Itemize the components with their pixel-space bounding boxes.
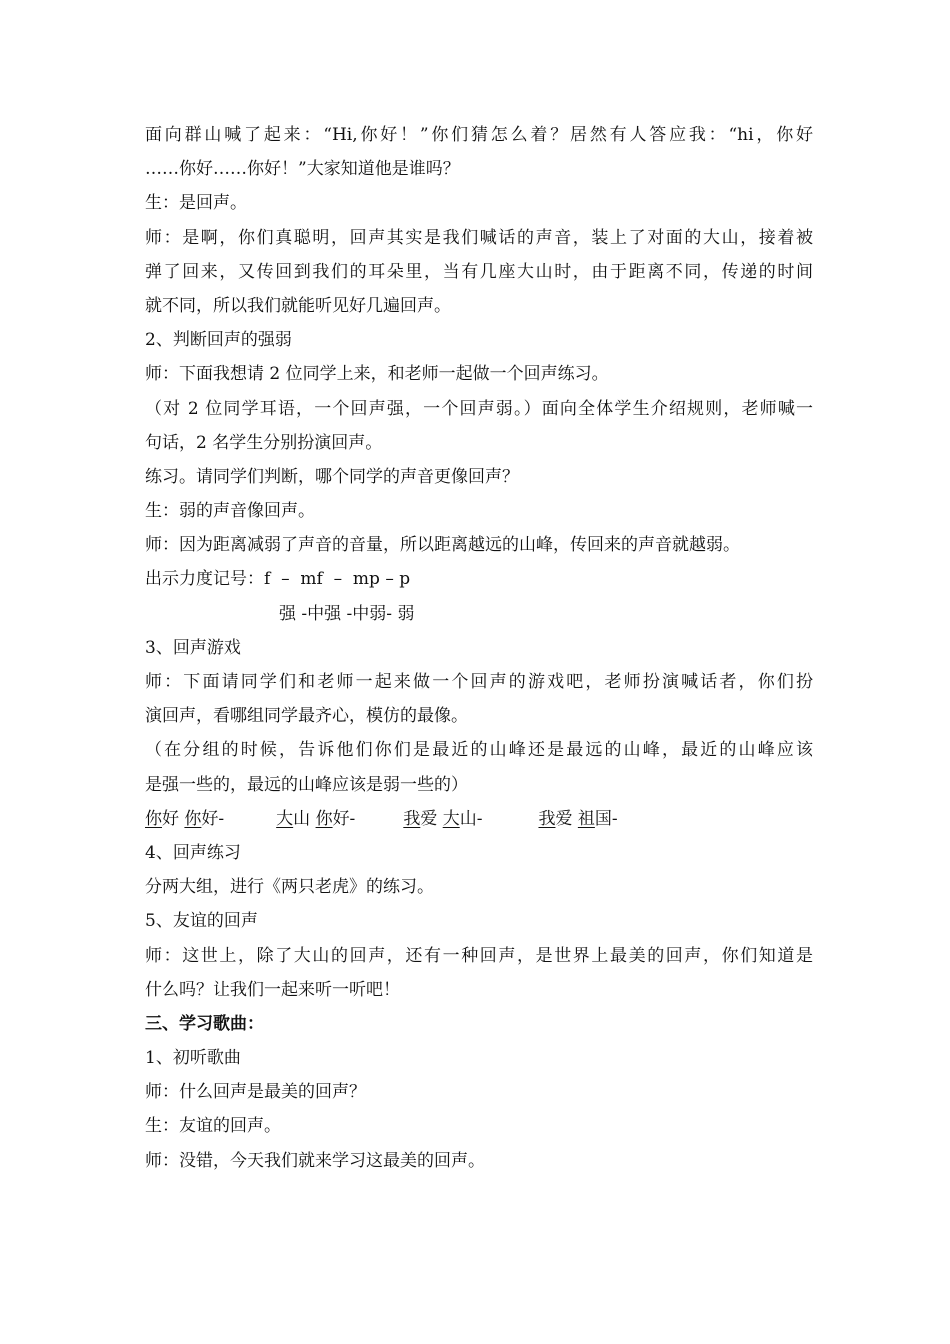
echo-word-underlined: 我 [403, 808, 421, 829]
dialogue-line: 生：是回声。 [145, 193, 247, 214]
dialogue-line: 生：友谊的回声。 [145, 1116, 281, 1137]
echo-word-text: 好- [332, 808, 356, 829]
paragraph-line: 什么吗？让我们一起来听一听吧！ [145, 979, 400, 1000]
dialogue-line: 师：下面请同学们和老师一起来做一个回声的游戏吧，老师扮演喊话者，你们扮 [145, 672, 813, 692]
echo-word-text: 国- [594, 808, 618, 829]
section-heading: 3、回声游戏 [145, 637, 241, 658]
dynamics-symbols-line: 出示力度记号：f – mf – mp – p [145, 569, 411, 590]
echo-word-underlined: 祖 [577, 808, 595, 829]
echo-word-underlined: 你 [145, 808, 162, 829]
section-heading: 1、初听歌曲 [145, 1048, 241, 1069]
paragraph-line: 句话，2 名学生分别扮演回声。 [145, 432, 383, 453]
echo-word-underlined: 我 [538, 808, 556, 829]
paragraph-line: ……你好……你好！”大家知道他是谁吗？ [145, 159, 460, 180]
paragraph-line: 面向群山喊了起来：“Hi,你好！”你们猜怎么着？居然有人答应我：“hi，你好 [145, 125, 813, 145]
echo-words-row [145, 802, 813, 836]
dialogue-line: 师：什么回声是最美的回声？ [145, 1082, 366, 1103]
echo-word-group [276, 802, 355, 836]
echo-word-text: 爱 [555, 808, 578, 829]
dialogue-line: 师：没错，今天我们就来学习这最美的回声。 [145, 1150, 485, 1171]
echo-word-text: 好- [201, 808, 225, 829]
paragraph-line: 弹了回来，又传回到我们的耳朵里，当有几座大山时，由于距离不同，传递的时间 [145, 261, 813, 282]
echo-word-text: 山- [459, 808, 483, 829]
echo-word-group [145, 802, 224, 836]
dialogue-line: 师：是啊，你们真聪明，回声其实是我们喊话的声音，装上了对面的大山，接着被 [145, 227, 813, 248]
echo-word-underlined: 大 [442, 808, 460, 829]
echo-word-text: 山 [293, 808, 316, 829]
paragraph-line: 练习。请同学们判断，哪个同学的声音更像回声？ [145, 466, 519, 487]
paragraph-line: （在分组的时候，告诉他们你们是最近的山峰还是最远的山峰，最近的山峰应该 [145, 740, 813, 761]
echo-word-group [403, 802, 482, 836]
paragraph-line: 就不同，所以我们就能听见好几遍回声。 [145, 295, 451, 316]
dialogue-line: 师：这世上，除了大山的回声，还有一种回声，是世界上最美的回声，你们知道是 [145, 945, 813, 966]
chapter-heading: 三、学习歌曲： [145, 1013, 264, 1034]
paragraph-line: 分两大组，进行《两只老虎》的练习。 [145, 877, 434, 898]
section-heading: 5、友谊的回声 [145, 911, 258, 932]
echo-word-text: 好 [162, 808, 185, 829]
echo-word-underlined: 你 [315, 808, 333, 829]
dialogue-line: 师：下面我想请 2 位同学上来，和老师一起做一个回声练习。 [145, 364, 609, 385]
echo-word-underlined: 大 [276, 808, 294, 829]
echo-word-group [538, 802, 617, 836]
section-heading: 4、回声练习 [145, 842, 241, 863]
paragraph-line: 演回声，看哪组同学最齐心，模仿的最像。 [145, 706, 468, 727]
echo-word-text: 爱 [420, 808, 443, 829]
dialogue-line: 师：因为距离减弱了声音的音量，所以距离越远的山峰，传回来的声音就越弱。 [145, 535, 740, 556]
section-heading: 2、判断回声的强弱 [145, 330, 292, 351]
document-body [145, 118, 813, 1178]
echo-word-underlined: 你 [184, 808, 202, 829]
paragraph-line: 是强一些的，最远的山峰应该是弱一些的） [145, 774, 468, 795]
dynamics-meaning-line: 强 -中强 -中弱- 弱 [279, 603, 415, 624]
dialogue-line: 生：弱的声音像回声。 [145, 501, 315, 522]
paragraph-line: （对 2 位同学耳语，一个回声强，一个回声弱。）面向全体学生介绍规则，老师喊一 [145, 398, 813, 419]
